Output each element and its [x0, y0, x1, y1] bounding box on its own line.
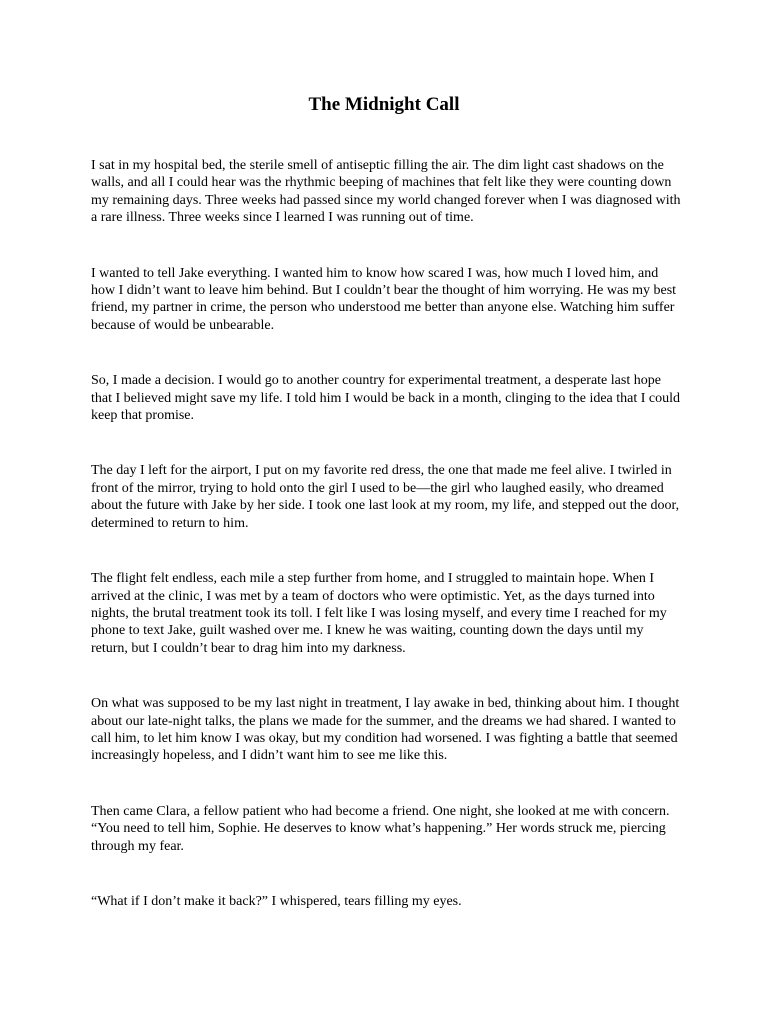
paragraph-3: So, I made a decision. I would go to another country for experimental treatment, a desperate last hope that I believed might save my life. I told him I would be back in a month, clinging to the idea that I could keep that promise.	[91, 373, 681, 424]
page-title: The Midnight Call	[308, 94, 460, 115]
paragraph-1: I sat in my hospital bed, the sterile smell of antiseptic filling the air. The dim light cast shadows on the walls, and all I could hear was the rhythmic beeping of machines that felt like they were counting down my remaining days. Three weeks had passed since my world changed forever when I was diagnosed with a rare illness. Three weeks since I learned I was running out of time.	[91, 158, 681, 226]
paragraph-7: Then came Clara, a fellow patient who had become a friend. One night, she looked at me with concern. “You need to tell him, Sophie. He deserves to know what’s happening.” Her words struck me, piercing through my fear.	[91, 803, 670, 854]
paragraph-5: The flight felt endless, each mile a step further from home, and I struggled to maintain hope. When I arrived at the clinic, I was met by a team of doctors who were optimistic. Yet, as the days turned into nights, the brutal treatment took its toll. I felt like I was losing myself, and every time I reached for my phone to text Jake, guilt washed over me. I knew he was waiting, counting down the days until my return, but I couldn’t bear to drag him into my darkness.	[91, 571, 667, 656]
paragraph-4: The day I left for the airport, I put on my favorite red dress, the one that made me feel alive. I twirled in front of the mirror, trying to hold onto the girl I used to be—the girl who laughed easily, who dreamed about the future with Jake by her side. I took one last look at my room, my life, and stepped out the door, determined to return to him.	[91, 463, 680, 531]
paragraph-6: On what was supposed to be my last night in treatment, I lay awake in bed, thinking about him. I thought about our late-night talks, the plans we made for the summer, and the dreams we had shared. I wanted to call him, to let him know I was okay, but my condition had worsened. I was fighting a battle that seemed increasingly hopeless, and I didn’t want him to see me like this.	[91, 696, 680, 764]
paragraph-2: I wanted to tell Jake everything. I wanted him to know how scared I was, how much I loved him, and how I didn’t want to leave him behind. But I couldn’t bear the thought of him worrying. He was my best friend, my partner in crime, the person who understood me better than anyone else. Watching him suffer because of would be unbearable.	[91, 265, 677, 333]
story-body	[91, 157, 681, 948]
paragraph-8: “What if I don’t make it back?” I whispered, tears filling my eyes.	[91, 893, 462, 909]
